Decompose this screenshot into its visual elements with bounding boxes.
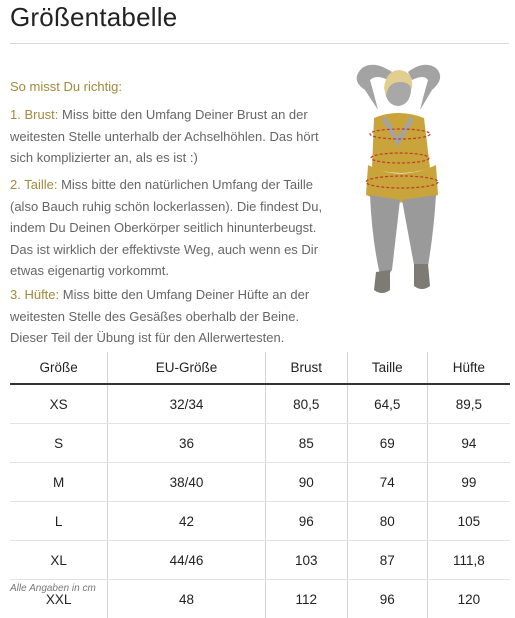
cell-taille: 80 xyxy=(347,502,427,541)
cell-eu-size: 36 xyxy=(108,424,266,463)
brust-text: Miss bitte den Umfang Deiner Brust an der weitesten Stelle unterhalb der Achselhöhlen. Das hört sich komplizierter an, als es ist :) xyxy=(10,107,319,165)
cell-size: XS xyxy=(10,384,108,424)
table-row xyxy=(10,463,510,502)
huefte-instruction xyxy=(10,284,330,349)
cell-brust: 90 xyxy=(265,463,347,502)
cell-size: M xyxy=(10,463,108,502)
cell-brust: 80,5 xyxy=(265,384,347,424)
cell-eu-size: 32/34 xyxy=(108,384,266,424)
header-eu-groesse: EU-Größe xyxy=(108,352,266,384)
cell-huefte: 99 xyxy=(427,463,510,502)
taille-label: 2. Taille: xyxy=(10,177,57,192)
table-row xyxy=(10,502,510,541)
table-row xyxy=(10,541,510,580)
taille-text: Miss bitte den natürlichen Umfang der Taille (also Bauch ruhig schön lockerlassen). Die findest Du, indem Du Deinen Oberkörper seitlich hinunterbeugst. Das ist wirklich der effektivste Weg, auch wenn es Dir etwas eigenartig vorkommt. xyxy=(10,177,322,278)
cell-brust: 85 xyxy=(265,424,347,463)
cell-eu-size: 44/46 xyxy=(108,541,266,580)
cell-huefte: 94 xyxy=(427,424,510,463)
cell-size: L xyxy=(10,502,108,541)
cell-eu-size: 48 xyxy=(108,580,266,618)
cell-huefte: 89,5 xyxy=(427,384,510,424)
cell-size: S xyxy=(10,424,108,463)
model-figure-illustration xyxy=(340,60,460,310)
cell-huefte: 111,8 xyxy=(427,541,510,580)
header-brust: Brust xyxy=(265,352,347,384)
measure-intro: So misst Du richtig: xyxy=(10,76,122,98)
huefte-label: 3. Hüfte: xyxy=(10,287,59,302)
size-table-header xyxy=(10,352,510,384)
cell-taille: 87 xyxy=(347,541,427,580)
cell-size: XL xyxy=(10,541,108,580)
taille-instruction xyxy=(10,174,325,282)
cell-eu-size: 42 xyxy=(108,502,266,541)
cell-eu-size: 38/40 xyxy=(108,463,266,502)
header-groesse: Größe xyxy=(10,352,108,384)
header-huefte: Hüfte xyxy=(427,352,510,384)
footnote: Alle Angaben in cm xyxy=(10,583,96,594)
cell-taille: 69 xyxy=(347,424,427,463)
size-table xyxy=(10,352,510,618)
cell-taille: 74 xyxy=(347,463,427,502)
brust-instruction xyxy=(10,104,340,169)
cell-brust: 96 xyxy=(265,502,347,541)
huefte-text: Miss bitte den Umfang Deiner Hüfte an der weitesten Stelle des Gesäßes oberhalb der Beine. Dieser Teil der Übung ist für den Allerwertesten. xyxy=(10,287,309,345)
table-row xyxy=(10,384,510,424)
cell-brust: 112 xyxy=(265,580,347,618)
cell-huefte: 105 xyxy=(427,502,510,541)
header-taille: Taille xyxy=(347,352,427,384)
cell-huefte: 120 xyxy=(427,580,510,618)
brust-label: 1. Brust: xyxy=(10,107,58,122)
cell-brust: 103 xyxy=(265,541,347,580)
title-divider xyxy=(10,43,509,44)
cell-taille: 64,5 xyxy=(347,384,427,424)
page-title: Größentabelle xyxy=(10,2,177,33)
cell-taille: 96 xyxy=(347,580,427,618)
table-row xyxy=(10,424,510,463)
cell-size: XXL xyxy=(10,580,108,618)
